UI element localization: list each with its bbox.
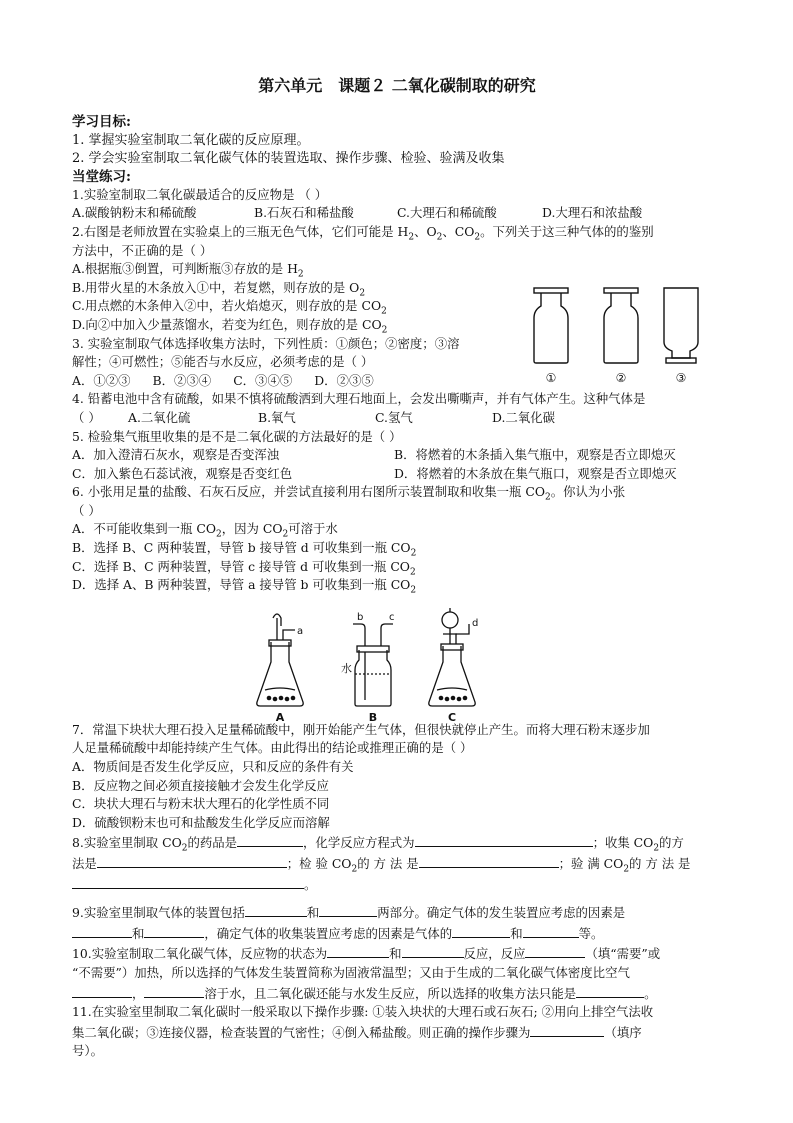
option-text: D．选择 A、B 两种装置，导管 a 接导管 b 可收集到一瓶 CO (72, 577, 411, 593)
question-line (72, 923, 722, 944)
question-stem (72, 223, 722, 242)
apparatus-label: B (368, 711, 378, 724)
text: 的药品是 (187, 835, 238, 851)
question-line (72, 832, 722, 853)
question-stem-cont: 人足量稀硫酸中却能持续产生气体。由此得出的结论或推理正确的是（ ） (72, 740, 473, 756)
option-text: B．选择 B、C 两种装置，导管 b 接导管 d 可收集到一瓶 CO (72, 540, 411, 556)
option-a (72, 260, 722, 279)
subscript: 2 (623, 864, 630, 875)
question-line (72, 874, 722, 895)
option-d (72, 576, 722, 595)
option-text: 可溶于水 (288, 521, 338, 537)
option-d: D.二氧化碳 (492, 409, 555, 425)
subscript: 2 (653, 843, 660, 854)
text: 和 (132, 925, 145, 941)
subscript: 2 (410, 585, 417, 596)
text: 和 (510, 925, 523, 941)
objective-item: 2. 学会实验室制取二氧化碳气体的装置选取、操作步骤、检验、验满及收集 (72, 151, 505, 167)
option-text: D.向②中加入少量蒸馏水，若变为红色，则存放的是 CO (72, 316, 382, 332)
subscript: 2 (282, 529, 289, 540)
title-unit: 第六单元 (258, 76, 323, 95)
answer-blank[interactable] (576, 983, 644, 998)
question-stem (72, 483, 722, 502)
question-line (72, 853, 722, 874)
question-line: “不需要”）加热，所以选择的气体发生装置简称为固液常温型；又由于生成的二氧化碳气体密度比空气 (72, 964, 630, 980)
text: 8.实验室里制取 CO (72, 835, 182, 851)
text: 等。 (578, 925, 604, 941)
question-stem: 7．常温下块状大理石投入足量稀硫酸中，刚开始能产生气体，但很快就停止产生。而将大理石粉末逐步加 (72, 721, 650, 737)
question-8 (72, 832, 722, 894)
option-c (72, 558, 722, 577)
option-d: D．将燃着的木条放在集气瓶口，观察是否立即熄灭 (394, 465, 677, 481)
subscript: 2 (297, 269, 304, 280)
question-options (72, 446, 722, 465)
subscript: 2 (410, 548, 417, 559)
answer-blank[interactable] (72, 983, 132, 998)
question-line: 11.在实验室里制取二氧化碳时一般采取以下操作步骤: ①装入块状的大理石或石灰石; ②用向上排空气法收 (72, 1004, 654, 1020)
answer-blank[interactable] (523, 923, 579, 938)
text: 的方 (659, 835, 684, 851)
option-c: C．加入紫色石蕊试液，观察是否变红色 (72, 465, 293, 481)
stem-text: 。你认为小张 (550, 484, 626, 500)
question-stem-cont: 方法中，不正确的是（ ） (72, 242, 213, 258)
answer-blank[interactable] (237, 832, 303, 847)
option-b: B．反应物之间必须直接接触才会发生化学反应 (72, 777, 329, 793)
subscript: 2 (181, 843, 188, 854)
apparatus-figure (255, 608, 495, 726)
text: （填“需要”或 (585, 946, 661, 962)
question-4 (72, 390, 722, 427)
answer-blank[interactable] (402, 943, 464, 958)
answer-blank[interactable] (72, 874, 304, 889)
question-7 (72, 721, 722, 833)
question-line: 号）。 (72, 1043, 103, 1059)
text: ；检 验 CO (286, 856, 352, 871)
stem-text: 。下列关于这三种气体的的鉴别 (480, 223, 654, 239)
title-topic: 课题２ 二氧化碳制取的研究 (338, 76, 536, 95)
question-stem: 5. 检验集气瓶里收集的是不是二氧化碳的方法最好的是（ ） (72, 428, 402, 444)
question-11 (72, 1003, 722, 1061)
question-line (72, 1022, 722, 1043)
text: 溶于水，且二氧化碳还能与水发生反应，所以选择的收集方法只能是 (204, 985, 577, 1001)
option-a: A.碳酸钠粉末和稀硫酸 (72, 205, 197, 221)
text: 的 方 法 是 (629, 856, 691, 871)
objectives-section (72, 113, 722, 169)
text: 9.实验室里制取气体的装置包括 (72, 905, 245, 921)
bottle-3-icon (664, 288, 698, 363)
option-a: A．物质间是否发生化学反应，只和反应的条件有关 (72, 759, 354, 775)
text: （填序 (604, 1024, 642, 1040)
question-options (72, 204, 722, 223)
text: ， (132, 985, 145, 1001)
answer-blank[interactable] (144, 983, 204, 998)
tube-label: d (472, 618, 479, 629)
option-b (72, 539, 722, 558)
question-stem: 1.实验室制取二氧化碳最适合的反应物是 （ ） (72, 186, 328, 202)
bottle-2-icon (604, 288, 638, 363)
subscript: 2 (436, 232, 443, 243)
text: 的 方 法 是 (357, 856, 419, 871)
option-text: A．不可能收集到一瓶 CO (72, 521, 217, 537)
subscript: 2 (409, 567, 416, 578)
option-d: D.大理石和浓盐酸 (542, 205, 643, 221)
text: 。 (644, 985, 657, 1001)
option-c: C．③④⑤ (233, 372, 293, 388)
option-b: B．②③④ (152, 372, 212, 388)
bottle-b-icon (353, 624, 393, 706)
text: ，确定气体的收集装置应考虑的因素是气体的 (204, 925, 453, 941)
option-b: B．将燃着的木条插入集气瓶中，观察是否立即熄灭 (394, 447, 676, 463)
answer-blank[interactable] (415, 832, 593, 847)
gas-bottles-figure (530, 284, 730, 389)
answer-blank[interactable] (245, 902, 307, 917)
option-a: A.二氧化硫 (128, 409, 191, 425)
subscript: 2 (381, 325, 388, 336)
question-options (72, 409, 722, 428)
spacer (72, 894, 722, 902)
text: 。 (304, 876, 317, 892)
objective-item: 1. 掌握实验室制取二氧化碳的反应原理。 (72, 132, 310, 148)
tube-label: c (389, 612, 395, 623)
question-9 (72, 902, 722, 943)
option-c: C.氢气 (375, 409, 413, 425)
option-text: B.用带火星的木条放入①中，若复燃，则存放的是 O (72, 279, 360, 295)
answer-blank[interactable] (97, 853, 287, 868)
question-10 (72, 943, 722, 1003)
text: 两部分。确定气体的发生装置应考虑的因素是 (377, 905, 626, 921)
text: ；验 满 CO (558, 856, 624, 871)
question-line (72, 983, 722, 1004)
subscript: 2 (359, 288, 366, 299)
answer-blank[interactable] (452, 923, 510, 938)
stem-text: 6. 小张用足量的盐酸、石灰石反应，并尝试直接利用右图所示装置制取和收集一瓶 CO (72, 484, 546, 500)
practice-heading: 当堂练习: (72, 168, 131, 185)
option-d: D．②③⑤ (314, 372, 374, 388)
bottle-label: ② (615, 371, 627, 385)
stem-text: 2.右图是老师放置在实验桌上的三瓶无色气体，它们可能是 H (72, 223, 409, 239)
worksheet-page (72, 76, 722, 1061)
bottle-1-icon (534, 288, 568, 363)
answer-blank[interactable] (525, 943, 585, 958)
answer-blank[interactable] (144, 923, 204, 938)
option-c: C.大理石和稀硫酸 (397, 205, 497, 221)
question-stem-cont: （ ） (72, 502, 101, 518)
answer-blank[interactable] (72, 923, 132, 938)
answer-blank[interactable] (530, 1022, 604, 1037)
page-title (72, 76, 722, 96)
question-line (72, 902, 722, 923)
water-label: 水 (341, 662, 352, 675)
answer-paren: （ ） (72, 409, 101, 425)
question-line (72, 943, 722, 964)
text: 法是 (72, 856, 97, 871)
option-a: A．加入澄清石灰水，观察是否变浑浊 (72, 447, 280, 463)
question-1 (72, 186, 722, 223)
option-a: A．①②③ (72, 372, 131, 388)
stem-text: 、CO (442, 223, 475, 239)
apparatus-label: C (447, 711, 457, 724)
option-text: C．选择 B、C 两种装置，导管 c 接导管 d 可收集到一瓶 CO (72, 558, 410, 574)
answer-blank[interactable] (327, 943, 389, 958)
tube-label: a (297, 626, 304, 637)
answer-blank[interactable] (319, 902, 377, 917)
subscript: 2 (408, 232, 415, 243)
text: 和 (389, 946, 402, 962)
stem-text: 、O (414, 223, 437, 239)
subscript: 2 (545, 492, 551, 503)
question-stem-cont: 解性；④可燃性；⑤能否与水反应，必须考虑的是（ ） (72, 354, 374, 370)
text: ，化学反应方程式为 (303, 835, 415, 851)
question-stem: 4. 铅蓄电池中含有硫酸，如果不慎将硫酸洒到大理石地面上，会发出嘶嘶声，并有气体产生。这种气体是 (72, 391, 646, 407)
subscript: 2 (216, 529, 222, 540)
text: 集二氧化碳；③连接仪器，检查装置的气密性；④倒入稀盐酸。则正确的操作步骤为 (72, 1024, 531, 1040)
option-text: C.用点燃的木条伸入②中，若火焰熄灭，则存放的是 CO (72, 298, 382, 314)
bottle-label: ① (545, 371, 557, 385)
option-b: B.石灰石和稀盐酸 (254, 205, 354, 221)
text: ；收集 CO (592, 835, 654, 851)
question-stem: 3. 实验室制取气体选择收集方法时，下列性质：①颜色；②密度；③溶 (72, 335, 460, 351)
text: 和 (306, 905, 320, 921)
question-5 (72, 428, 722, 484)
flask-c-icon (429, 608, 475, 706)
tube-label: b (357, 612, 364, 623)
text: 10.实验室制取二氧化碳气体，反应物的状态为 (72, 946, 328, 962)
apparatus-label: A (275, 711, 285, 724)
question-6 (72, 483, 722, 595)
question-options (72, 465, 722, 484)
option-text: A.根据瓶③倒置，可判断瓶③存放的是 H (72, 261, 298, 277)
subscript: 2 (351, 864, 358, 875)
option-b: B.氧气 (258, 409, 296, 425)
subscript: 2 (474, 232, 481, 243)
answer-blank[interactable] (419, 853, 559, 868)
option-d: D．硫酸钡粉末也可和盐酸发生化学反应而溶解 (72, 814, 330, 830)
objectives-heading: 学习目标: (72, 114, 131, 130)
bottle-label: ③ (675, 371, 687, 385)
option-text: ，因为 CO (221, 521, 283, 537)
option-a (72, 520, 722, 539)
subscript: 2 (381, 306, 387, 317)
text: 反应，反应 (463, 946, 526, 962)
option-c: C．块状大理石与粉末状大理石的化学性质不同 (72, 796, 330, 812)
